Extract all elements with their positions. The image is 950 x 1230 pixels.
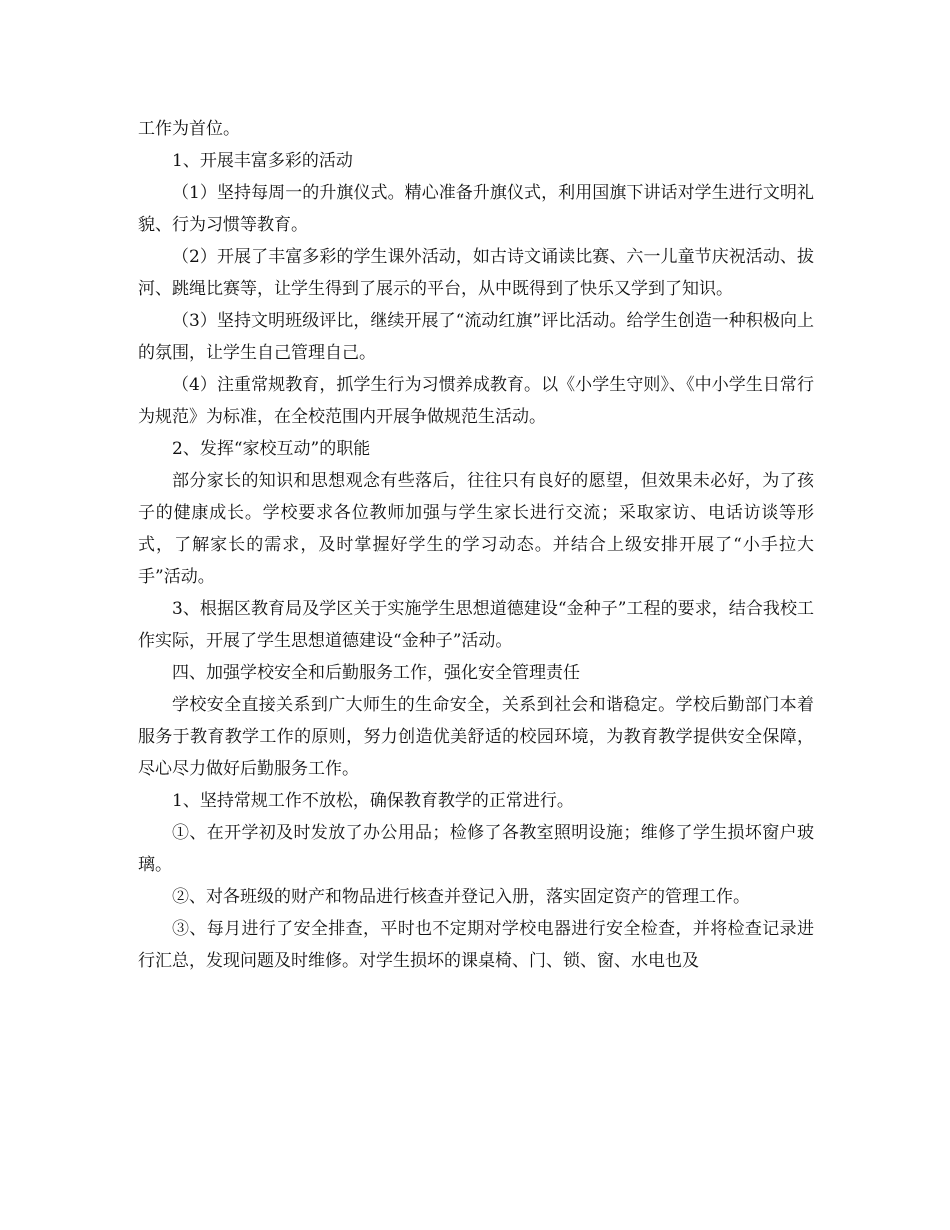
paragraph: 学校安全直接关系到广大师生的生命安全，关系到社会和谐稳定。学校后勤部门本着服务于教育教学工作的原则，努力创造优美舒适的校园环境，为教育教学提供安全保障，尽心尽力做好后勤服务工作。 (138, 695, 814, 779)
section-heading: 2、发挥“家校互动”的职能 (172, 439, 371, 459)
paragraph: 3、根据区教育局及学区关于实施学生思想道德建设“金种子”工程的要求，结合我校工作实际，开展了学生思想道德建设“金种子”活动。 (138, 599, 814, 651)
paragraph: （3）坚持文明班级评比，继续开展了“流动红旗”评比活动。给学生创造一种积极向上的氛围，让学生自己管理自己。 (138, 311, 814, 363)
paragraph: 工作为首位。 (138, 119, 240, 139)
paragraph: （2）开展了丰富多彩的学生课外活动，如古诗文诵读比赛、六一儿童节庆祝活动、拔河、跳绳比赛等，让学生得到了展示的平台，从中既得到了快乐又学到了知识。 (138, 247, 814, 299)
paragraph: ①、在开学初及时发放了办公用品；检修了各教室照明设施；维修了学生损坏窗户玻璃。 (138, 823, 814, 875)
section-heading: 1、坚持常规工作不放松，确保教育教学的正常进行。 (172, 791, 574, 811)
paragraph: 部分家长的知识和思想观念有些落后，往往只有良好的愿望，但效果未必好，为了孩子的健康成长。学校要求各位教师加强与学生家长进行交流；采取家访、电话访谈等形式，了解家长的需求，及时掌握好学生的学习动态。并结合上级安排开展了“小手拉大手”活动。 (138, 471, 814, 587)
paragraph: （4）注重常规教育，抓学生行为习惯养成教育。以《小学生守则》、《中小学生日常行为规范》为标准，在全校范围内开展争做规范生活动。 (138, 375, 814, 427)
paragraph: ②、对各班级的财产和物品进行核查并登记入册，落实固定资产的管理工作。 (172, 887, 750, 907)
paragraph: （1）坚持每周一的升旗仪式。精心准备升旗仪式，利用国旗下讲话对学生进行文明礼貌、行为习惯等教育。 (138, 183, 814, 235)
section-heading: 四、加强学校安全和后勤服务工作，强化安全管理责任 (172, 663, 580, 683)
paragraph: ③、每月进行了安全排查，平时也不定期对学校电器进行安全检查，并将检查记录进行汇总，发现问题及时维修。对学生损坏的课桌椅、门、锁、窗、水电也及 (138, 919, 814, 971)
section-heading: 1、开展丰富多彩的活动 (172, 151, 353, 171)
document-body (138, 113, 814, 977)
